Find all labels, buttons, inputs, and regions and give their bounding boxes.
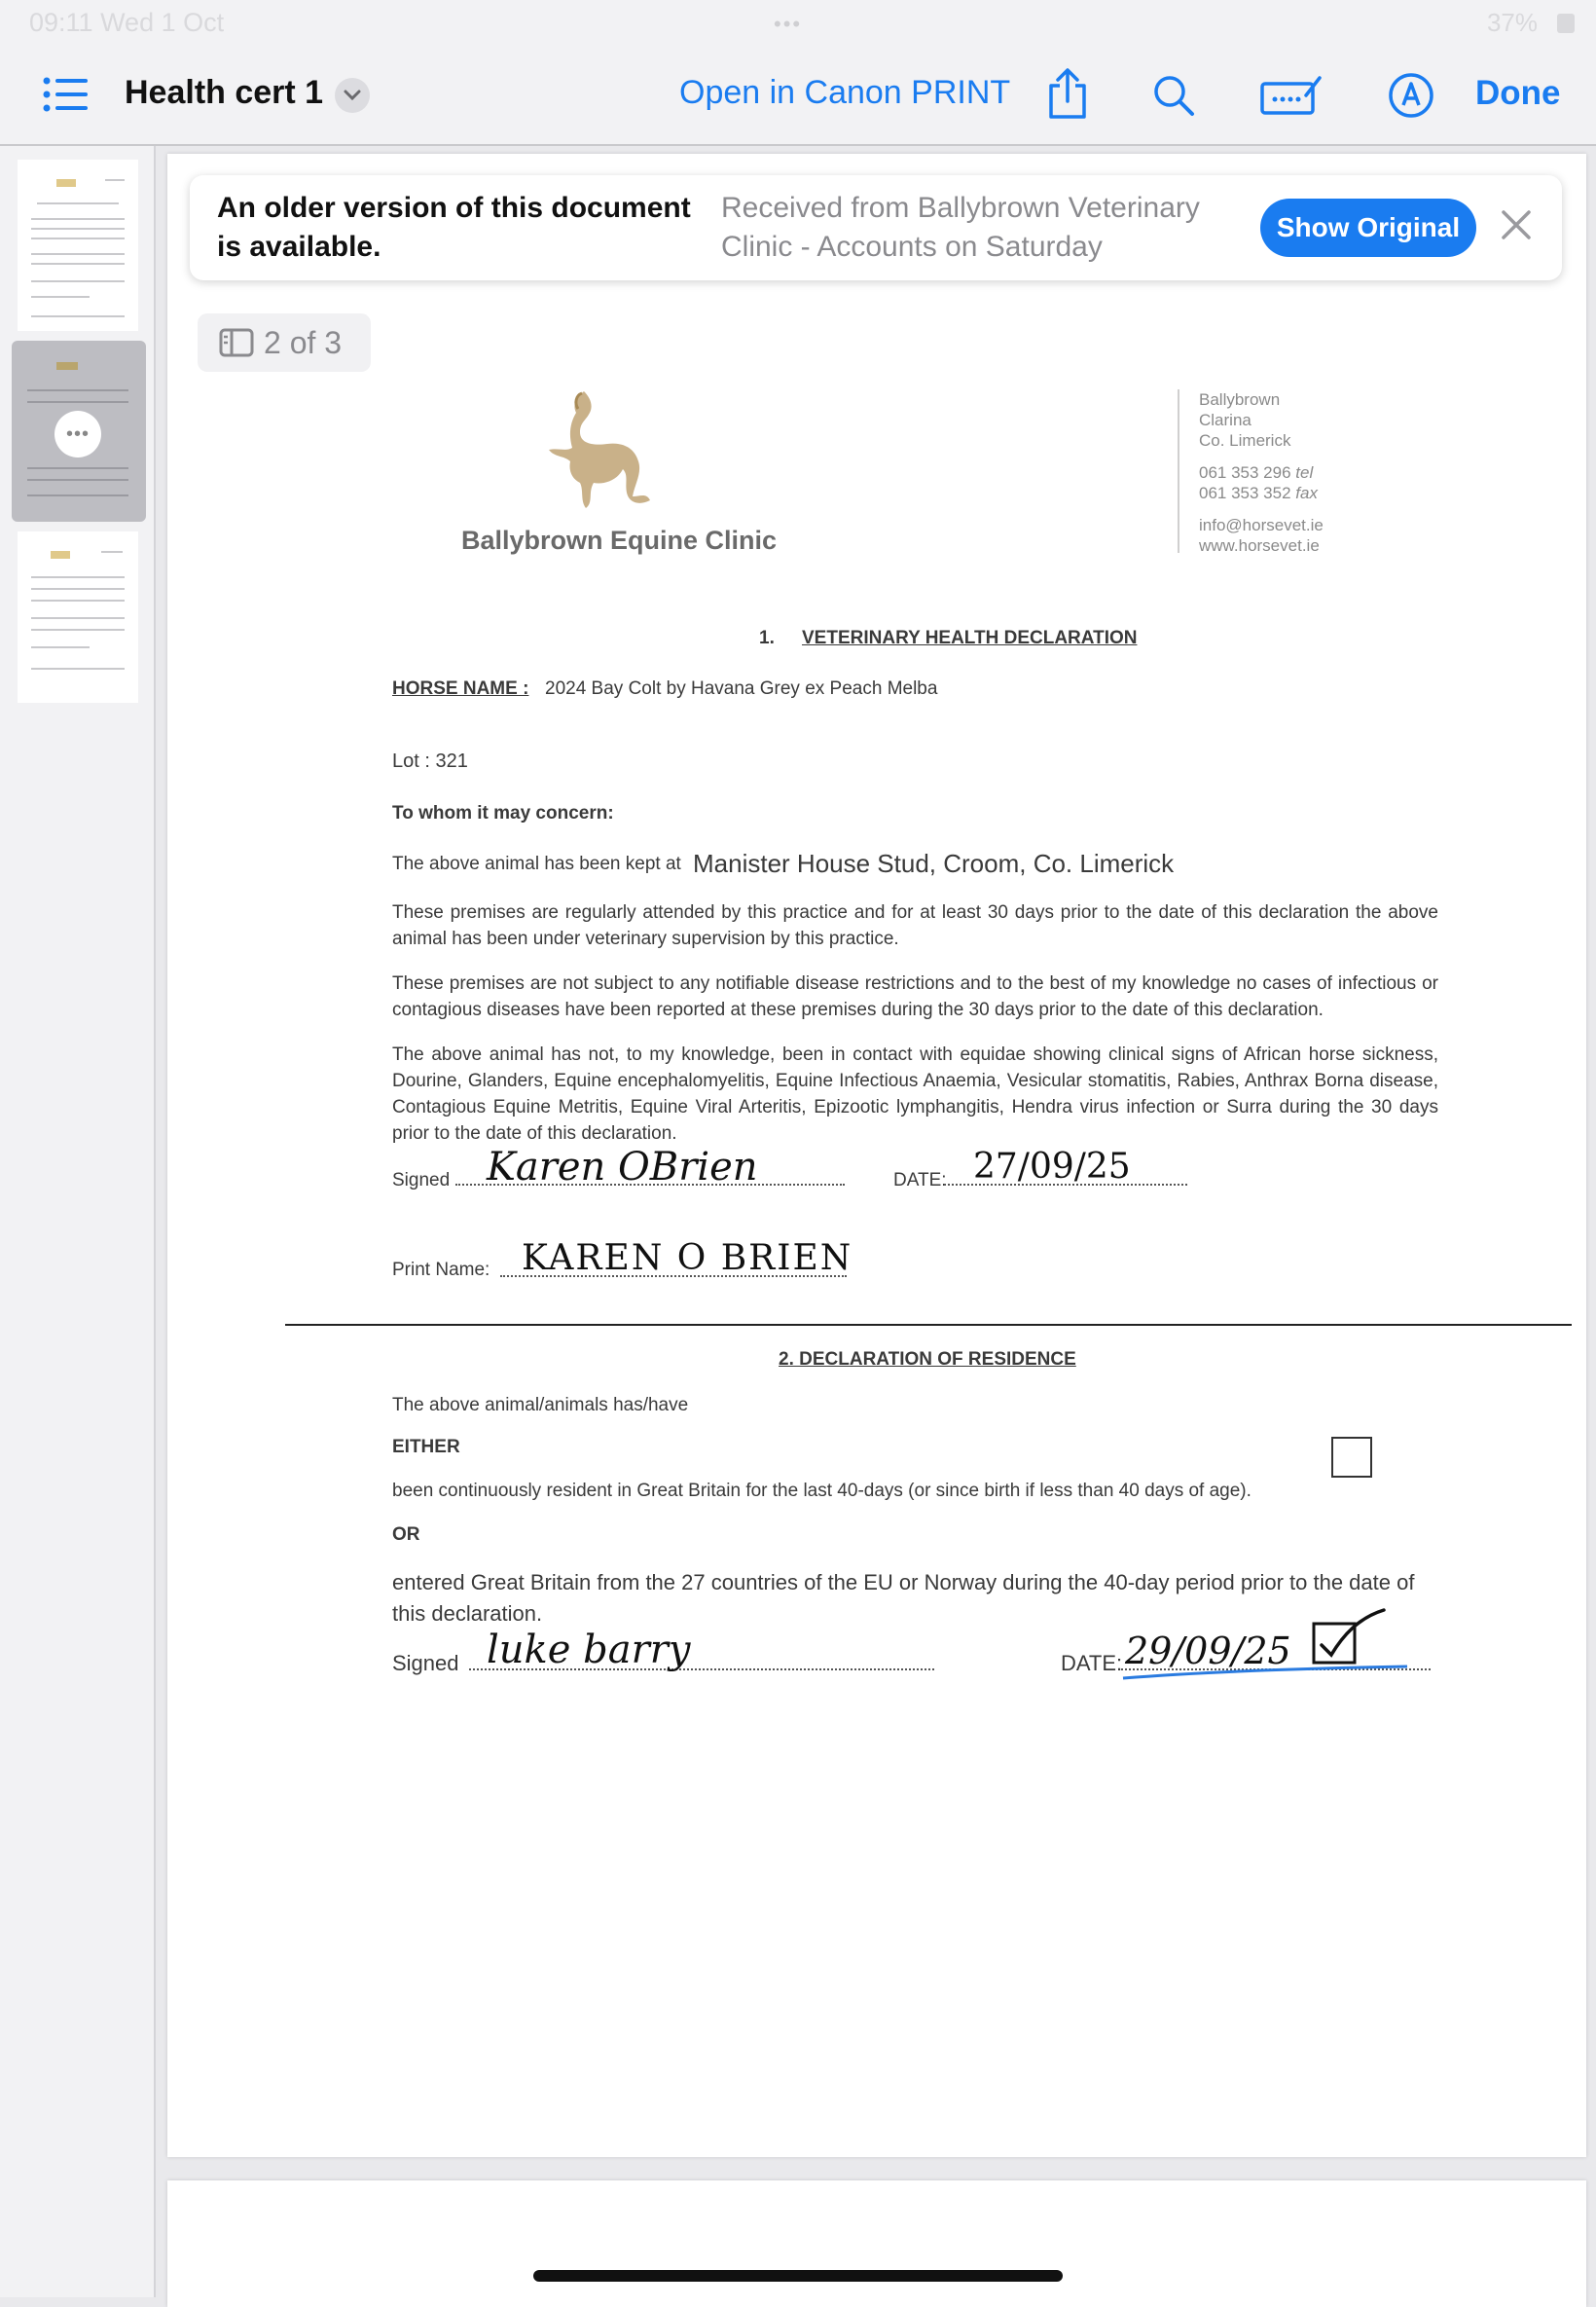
home-indicator[interactable] [533, 2270, 1063, 2282]
battery-icon [1557, 14, 1575, 33]
supervision-paragraph: These premises are regularly attended by this practice and for at least 30 days prior to the date of this declaration the above animal has been under veterinary supervision by this practice. [392, 902, 1438, 949]
multitasking-dots[interactable]: ••• [774, 12, 803, 36]
status-time: 09:11 Wed 1 Oct [29, 8, 225, 37]
document-page [167, 154, 1586, 2157]
battery-percent: 37% [1486, 8, 1538, 37]
handwritten-date-2: 29/09/25 [1125, 1630, 1291, 1672]
done-button[interactable]: Done [1475, 74, 1561, 112]
page-indicator[interactable] [198, 313, 371, 372]
section1-title: VETERINARY HEALTH DECLARATION [802, 628, 1138, 648]
tel-label: tel [1295, 463, 1314, 482]
print-name-label: Print Name: [392, 1260, 490, 1280]
or-label: OR [392, 1524, 420, 1545]
signature-karen: Karen OBrien [487, 1145, 758, 1190]
section2-title: 2. DECLARATION OF RESIDENCE [779, 1349, 1076, 1370]
page-thumbnails-sidebar [0, 146, 156, 2297]
entered-gb-option-text: entered Great Britain from the 27 countries of the EU or Norway during the 40-day period prior to the date of this declaration. [392, 1570, 1415, 1626]
signed2-label: Signed [392, 1651, 459, 1675]
lot-number: Lot : 321 [392, 751, 468, 772]
markup-keyboard-icon[interactable] [1259, 74, 1324, 122]
date-label: DATE: [893, 1170, 947, 1190]
fax-label: fax [1295, 484, 1318, 502]
older-version-banner [190, 175, 1562, 280]
resident-option-text: been continuously resident in Great Britain for the last 40-days (or since birth if less than 40 days of age). [392, 1481, 1251, 1501]
fax-number: 061 353 352 [1199, 484, 1291, 502]
disease-restrictions-paragraph: These premises are not subject to any notifiable disease restrictions and to the best of my knowledge no cases of infectious or contagious diseases have been reported at these premises during the 30 days prior to the date of this declaration. [392, 973, 1438, 1020]
address-line-1: Ballybrown [1199, 390, 1281, 409]
page-thumbnail-1[interactable] [18, 160, 138, 331]
address-line-3: Co. Limerick [1199, 431, 1291, 450]
page-indicator-text: 2 of 3 [264, 324, 343, 360]
kept-at-label: The above animal has been kept at [392, 854, 681, 874]
section1-number: 1. [759, 628, 775, 648]
show-original-button[interactable]: Show Original [1260, 199, 1476, 257]
date2-label: DATE: [1061, 1651, 1123, 1675]
signature-luke: luke barry [487, 1628, 691, 1672]
horse-name: 2024 Bay Colt by Havana Grey ex Peach Melba [545, 678, 938, 699]
chevron-down-icon[interactable] [335, 78, 370, 113]
kept-at-premises: Manister House Stud, Croom, Co. Limerick [693, 849, 1175, 878]
list-icon[interactable] [43, 76, 88, 118]
signed-label: Signed [392, 1170, 451, 1190]
search-icon[interactable] [1152, 74, 1195, 122]
next-document-page [167, 2180, 1586, 2307]
tel-number: 061 353 296 [1199, 463, 1291, 482]
clinic-website: www.horsevet.ie [1199, 536, 1320, 555]
toolbar [0, 47, 1596, 146]
ticked-checkbox-icon[interactable] [1310, 1606, 1388, 1668]
close-icon[interactable] [1500, 208, 1533, 246]
clinic-address-block [1178, 389, 1324, 553]
document-title[interactable]: Health cert 1 [125, 74, 324, 111]
horse-logo-icon [545, 387, 658, 512]
either-label: EITHER [392, 1437, 460, 1457]
address-line-2: Clarina [1199, 411, 1251, 429]
thumbnail-more-button[interactable]: ••• [54, 411, 101, 458]
contact-equidae-paragraph: The above animal has not, to my knowledge, been in contact with equidae showing clinical signs of African horse sickness, Dourine, Glanders, Equine encephalomyelitis, Equine Infectious Anaemia, Vesicular stomatitis, Rabies, Anthrax Borna disease, Contagious Equine Metritis, Equine Viral Arteritis, Epizootic lymphangitis, Hendra virus infection or Surra during the 30 days prior to the date of this declaration. [392, 1044, 1438, 1144]
page-thumbnail-2[interactable] [12, 341, 146, 522]
banner-source: Received from Ballybrown Veterinary Clinic - Accounts on Saturday [721, 192, 1200, 263]
banner-message: An older version of this document is available. [217, 192, 691, 263]
section-divider [285, 1324, 1572, 1326]
print-name-handwritten: KAREN O BRIEN [522, 1238, 853, 1278]
share-icon[interactable] [1045, 68, 1090, 126]
horse-name-label: HORSE NAME : [392, 678, 529, 699]
sidebar-toggle-icon [219, 328, 254, 357]
status-bar [0, 0, 1596, 47]
clinic-name: Ballybrown Equine Clinic [461, 526, 778, 555]
residence-intro: The above animal/animals has/have [392, 1395, 689, 1415]
open-in-canon-print-button[interactable]: Open in Canon PRINT [679, 74, 1011, 111]
page-thumbnail-3[interactable] [18, 531, 138, 703]
handwritten-date-1: 27/09/25 [973, 1147, 1131, 1187]
pen-markup-icon[interactable] [1388, 72, 1434, 124]
clinic-email: info@horsevet.ie [1199, 516, 1324, 534]
resident-checkbox[interactable] [1331, 1437, 1372, 1478]
to-whom-heading: To whom it may concern: [392, 803, 614, 824]
